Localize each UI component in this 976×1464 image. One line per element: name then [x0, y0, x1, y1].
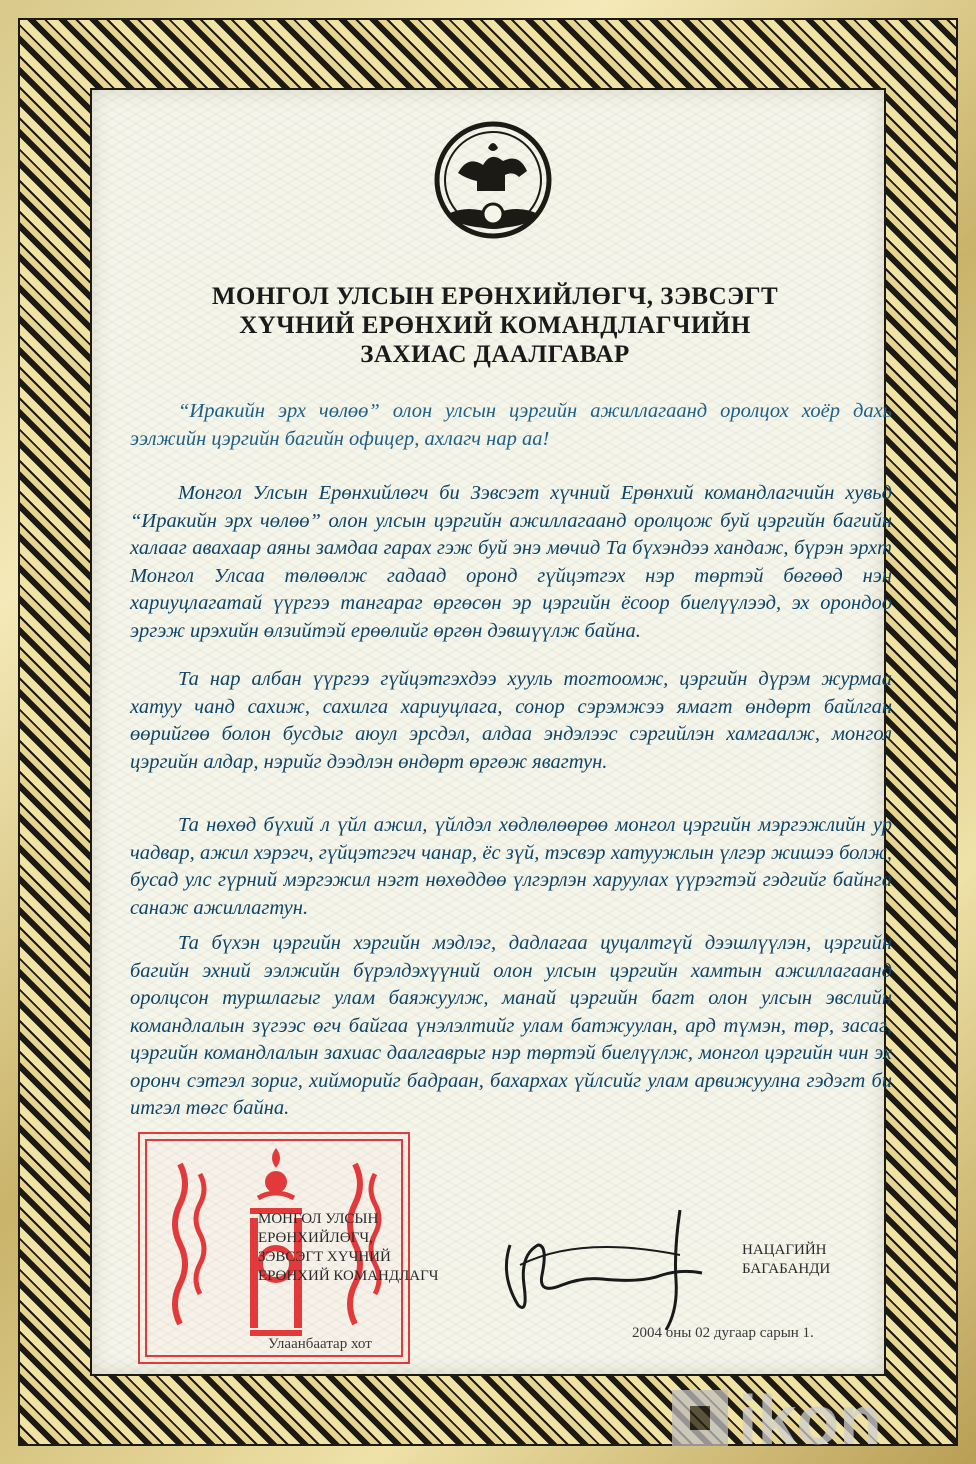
- date-label: 2004 оны 02 дугаар сарын 1.: [632, 1325, 814, 1341]
- salutation-paragraph: “Иракийн эрх чөлөө” олон улсын цэргийн ажиллагаанд оролцох хоёр дахь ээлжийн цэргийн багийн офицер, ахлагч нар аа!: [130, 400, 892, 450]
- body-paragraph: Монгол Улсын Ерөнхийлөгч би Зэвсэгт хүчний Ерөнхий командлагчийн хувьд “Иракийн эрх чөлөө” олон улсын цэргийн ажиллагаанд оролцож буй цэргийн багийн халааг авахаар аяны замдаа гарах гэж буй энэ мөчид Та бүхэндээ хандаж, бүрэн эрхт Монгол Улсаа төлөөлж гадаад оронд гүйцэтгэх нэр төртэй бөгөөд нэн хариуцлагатай үүргээ тангараг өргөсөн эр цэргийн ёсоор биелүүлээд, эх орондоо эргэж ирэхийн өлзийтэй ерөөлийг өргөн дэвшүүлж байна.: [130, 482, 892, 642]
- signatory-title-line: ЕРӨНХИЙ КОМАНДЛАГЧ: [258, 1268, 439, 1284]
- signatory-name-line: БАГАБАНДИ: [742, 1261, 831, 1277]
- signatory-title-line: МОНГОЛ УЛСЫН: [258, 1211, 379, 1227]
- signature-image: [490, 1205, 720, 1335]
- watermark-text: ikon: [738, 1381, 882, 1456]
- body-paragraph: Та нар албан үүргээ гүйцэтгэхдээ хууль тогтоомж, цэргийн дүрэм журмаа хатуу чанд сахиж, сахилга хариуцлага, сонор сэрэмжээ ямагт өндөрт байлган өөрийгөө болон бусдыг аюул эрсдэл, алдаа эндэлээс сэргийлэн хамгаалж, монгол цэргийн алдар, нэрийг дээдлэн өндөрт өргөж явагтун.: [130, 668, 892, 773]
- ikon-logo: [668, 1376, 958, 1456]
- document-title: [150, 282, 840, 369]
- signatory-title-line: ЗЭВСЭГТ ХҮЧНИЙ: [258, 1249, 391, 1265]
- state-emblem-icon: [428, 118, 558, 248]
- city-label: Улаанбаатар хот: [268, 1336, 372, 1352]
- signatory-title-line: ЕРӨНХИЙЛӨГЧ,: [258, 1230, 373, 1246]
- signatory-name: [742, 1241, 882, 1279]
- title-line: МОНГОЛ УЛСЫН ЕРӨНХИЙЛӨГЧ, ЗЭВСЭГТ: [211, 283, 779, 310]
- title-line: ЗАХИАС ДААЛГАВАР: [360, 341, 630, 368]
- body-paragraph: Та нөхөд бүхий л үйл ажил, үйлдэл хөдлөлөөрөө монгол цэргийн мэргэжлийн ур чадвар, ажил хэрэгч, гүйцэтгэгч чанар, ёс зүй, тэсвэр хатуужлын үлгэр жишээ болж, бусад улс гүрний мэргэжил нэгт нөхөддөө үлгэрлэн харуулах үүрэгтэй гэдгийг байнга санаж ажиллагтун.: [130, 814, 892, 919]
- body-paragraph: Та бүхэн цэргийн хэргийн мэдлэг, дадлагаа цуцалтгүй дээшлүүлэн, цэргийн багийн эхний ээлжийн бүрэлдэхүүний олон улсын цэргийн хамтын ажиллагаанд оролцсон туршлагыг улам баяжуулж, манай цэргийн багт олон улсын эвслийн командлалын зүгээс өгч байгаа үнэлэлтийг улам батжуулан, ард түмэн, төр, засаг, цэргийн командлалын захиас даалгаврыг нэр төртэй биелүүлж, монгол цэргийн чин эх оронч сэтгэл зориг, хийморийг бадраан, бахархах үйлсийг улам арвижуулна гэдэгт би итгэл төгс байна.: [130, 932, 892, 1119]
- title-line: ХҮЧНИЙ ЕРӨНХИЙ КОМАНДЛАГЧИЙН: [239, 312, 751, 339]
- signatory-title: [258, 1210, 508, 1286]
- signatory-name-line: НАЦАГИЙН: [742, 1242, 827, 1258]
